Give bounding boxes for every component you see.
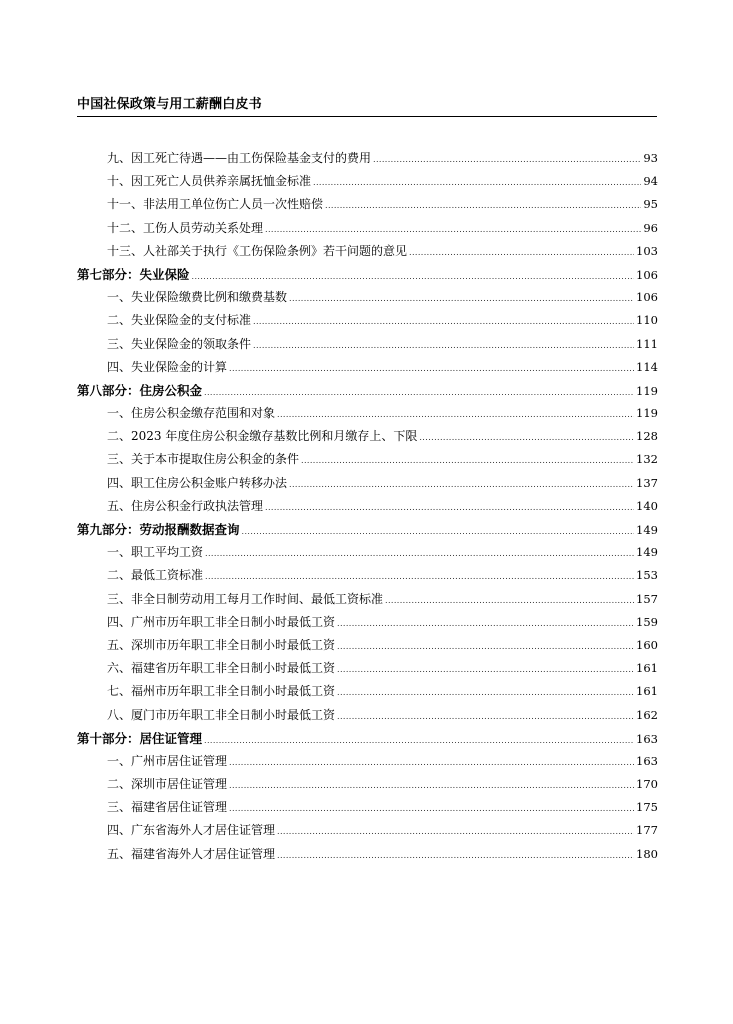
toc-page-number: 114: [636, 359, 658, 374]
toc-entry-title: 四、职工住房公积金账户转移办法: [107, 475, 288, 490]
toc-page-number: 161: [636, 684, 658, 699]
toc-page-number: 119: [636, 383, 658, 398]
toc-entry-title: 八、厦门市历年职工非全日制小时最低工资: [107, 707, 336, 722]
toc-section-entry[interactable]: [77, 727, 658, 750]
toc-entry-title: 一、住房公积金缴存范围和对象: [107, 406, 276, 421]
toc-entry-title: 三、非全日制劳动用工每月工作时间、最低工资标准: [107, 591, 384, 606]
dot-leader: [229, 797, 634, 820]
toc-entry-title: 十二、工伤人员劳动关系处理: [107, 220, 264, 235]
toc-page-number: 163: [636, 753, 658, 768]
dot-leader: [277, 403, 634, 426]
toc-entry-title: 四、失业保险金的计算: [107, 359, 228, 374]
toc-page-number: 161: [636, 661, 658, 676]
toc-entry-title: 第八部分：住房公积金: [77, 382, 203, 398]
dot-leader: [337, 612, 634, 635]
toc-page-number: 153: [636, 568, 658, 583]
dot-leader: [385, 589, 634, 612]
toc-entry[interactable]: [77, 634, 658, 657]
toc-entry[interactable]: [77, 170, 658, 193]
toc-entry-title: 十一、非法用工单位伤亡人员一次性赔偿: [107, 197, 324, 212]
toc-entry-title: 五、深圳市历年职工非全日制小时最低工资: [107, 637, 336, 652]
toc-page-number: 162: [636, 707, 658, 722]
toc-page-number: 140: [636, 498, 658, 513]
toc-entry-title: 五、住房公积金行政执法管理: [107, 498, 264, 513]
toc-page-number: 96: [643, 220, 658, 235]
toc-page-number: 106: [636, 267, 658, 282]
toc-page-number: 111: [636, 336, 658, 351]
toc-entry-title: 三、关于本市提取住房公积金的条件: [107, 452, 300, 467]
toc-page-number: 160: [636, 637, 658, 652]
toc-entry-title: 六、福建省历年职工非全日制小时最低工资: [107, 661, 336, 676]
toc-entry[interactable]: [77, 333, 658, 356]
dot-leader: [337, 705, 634, 728]
toc-entry-title: 四、广州市历年职工非全日制小时最低工资: [107, 614, 336, 629]
dot-leader: [373, 148, 641, 171]
toc-entry-title: 三、福建省居住证管理: [107, 800, 228, 815]
toc-entry[interactable]: [77, 773, 658, 796]
toc-entry[interactable]: [77, 796, 658, 819]
toc-entry-title: 五、福建省海外人才居住证管理: [107, 846, 276, 861]
toc-page-number: 159: [636, 614, 658, 629]
dot-leader: [265, 496, 634, 519]
toc-page-number: 137: [636, 475, 658, 490]
dot-leader: [313, 171, 641, 194]
dot-leader: [205, 565, 634, 588]
toc-entry-title: 一、广州市居住证管理: [107, 753, 228, 768]
toc-page-number: 119: [636, 406, 658, 421]
toc-entry[interactable]: [77, 657, 658, 680]
dot-leader: [337, 681, 634, 704]
toc-page-number: 132: [636, 452, 658, 467]
toc-entry[interactable]: [77, 356, 658, 379]
toc-entry-title: 第七部分：失业保险: [77, 266, 190, 282]
dot-leader: [419, 426, 634, 449]
toc-entry[interactable]: [77, 147, 658, 170]
dot-leader: [301, 449, 634, 472]
toc-entry-title: 九、因工死亡待遇——由工伤保险基金支付的费用: [107, 151, 372, 165]
dot-leader: [289, 473, 634, 496]
toc-entry-title: 二、深圳市居住证管理: [107, 777, 228, 792]
toc-entry-title: 一、职工平均工资: [107, 545, 204, 560]
dot-leader: [277, 844, 634, 867]
toc-page-number: 128: [636, 429, 658, 444]
toc-entry[interactable]: [77, 425, 658, 448]
toc-section-entry[interactable]: [77, 379, 658, 402]
toc-entry-title: 一、失业保险缴费比例和缴费基数: [107, 290, 288, 305]
toc-entry-title: 四、广东省海外人才居住证管理: [107, 823, 276, 838]
toc-entry[interactable]: [77, 564, 658, 587]
toc-section-entry[interactable]: [77, 263, 658, 286]
dot-leader: [205, 542, 634, 565]
page-header: [77, 97, 657, 117]
dot-leader: [337, 635, 634, 658]
dot-leader: [265, 218, 641, 241]
toc-entry-title: 第九部分：劳动报酬数据查询: [77, 522, 240, 537]
toc-entry[interactable]: [77, 843, 658, 866]
toc-entry[interactable]: [77, 750, 658, 773]
toc-page-number: 149: [636, 523, 658, 537]
toc-page-number: 180: [636, 846, 658, 861]
dot-leader: [229, 751, 634, 774]
toc-page-number: 149: [636, 545, 658, 560]
dot-leader: [325, 194, 641, 217]
toc-section-entry[interactable]: [77, 518, 658, 541]
toc-entry-title: 十三、人社部关于执行《工伤保险条例》若干问题的意见: [107, 243, 408, 258]
toc-entry[interactable]: [77, 588, 658, 611]
toc-entry[interactable]: [77, 448, 658, 471]
dot-leader: [253, 334, 634, 357]
dot-leader: [229, 774, 634, 797]
toc-page-number: 110: [636, 313, 658, 328]
toc-entry[interactable]: [77, 286, 658, 309]
toc-entry[interactable]: [77, 217, 658, 240]
toc-page-number: 95: [643, 197, 658, 212]
table-of-contents: [77, 147, 658, 866]
toc-entry-title: 第十部分：居住证管理: [77, 730, 203, 746]
toc-entry-title: 七、福州市历年职工非全日制小时最低工资: [107, 684, 336, 699]
toc-entry-title: 二、最低工资标准: [107, 568, 204, 583]
toc-entry[interactable]: [77, 309, 658, 332]
toc-page-number: 175: [636, 800, 658, 815]
toc-entry[interactable]: [77, 193, 658, 216]
toc-entry[interactable]: [77, 402, 658, 425]
document-title: 中国社保政策与用工薪酬白皮书: [77, 97, 262, 112]
toc-entry[interactable]: [77, 541, 658, 564]
toc-entry[interactable]: [77, 240, 658, 263]
dot-leader: [242, 520, 635, 543]
dot-leader: [204, 729, 634, 752]
toc-entry-title: 三、失业保险金的领取条件: [107, 336, 252, 351]
toc-page-number: 163: [636, 731, 658, 746]
dot-leader: [253, 310, 634, 333]
toc-page-number: 103: [636, 243, 658, 258]
toc-entry[interactable]: [77, 704, 658, 727]
dot-leader: [337, 658, 634, 681]
toc-entry[interactable]: [77, 472, 658, 495]
dot-leader: [192, 265, 635, 288]
dot-leader: [289, 287, 634, 310]
toc-page-number: 106: [636, 290, 658, 305]
toc-page-number: 170: [636, 777, 658, 792]
toc-page-number: 177: [636, 823, 658, 838]
toc-entry-title: 十、因工死亡人员供养亲属抚恤金标准: [107, 174, 312, 189]
toc-page-number: 157: [636, 591, 658, 606]
header-rule: [77, 116, 657, 117]
toc-entry[interactable]: [77, 819, 658, 842]
toc-entry-title: 二、失业保险金的支付标准: [107, 313, 252, 328]
toc-entry-title: 二、2023 年度住房公积金缴存基数比例和月缴存上、下限: [107, 429, 418, 444]
dot-leader: [229, 357, 634, 380]
toc-entry[interactable]: [77, 680, 658, 703]
dot-leader: [409, 241, 634, 264]
toc-page-number: 94: [643, 174, 658, 189]
dot-leader: [204, 381, 634, 404]
dot-leader: [277, 820, 634, 843]
toc-entry[interactable]: [77, 495, 658, 518]
toc-page-number: 93: [643, 151, 658, 165]
toc-entry[interactable]: [77, 611, 658, 634]
